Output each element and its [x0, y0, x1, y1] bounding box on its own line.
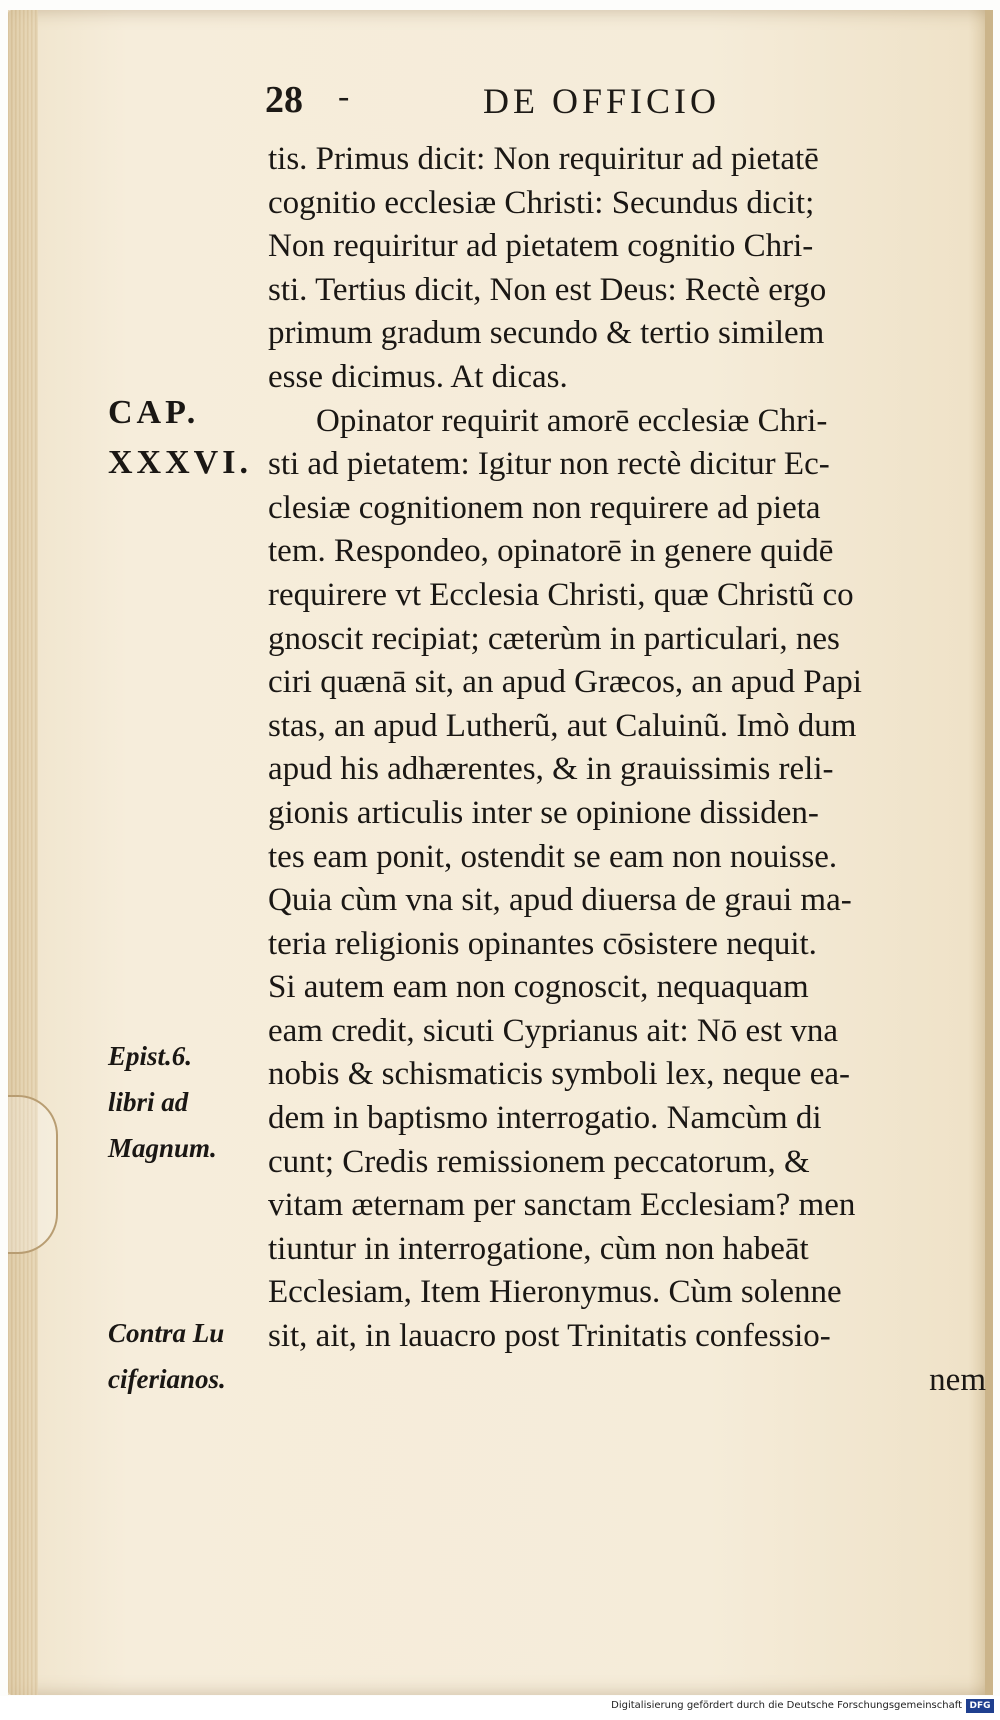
page-header [265, 78, 965, 126]
citation-marginal-note-luciferianos [108, 1310, 268, 1402]
marginal-line: ciferianos. [108, 1364, 226, 1394]
text-line: tis. Primus dicit: Non requiritur ad pietatē [268, 141, 819, 177]
text-line-catchword: nem [929, 1361, 986, 1398]
text-line: nobis & schismaticis symboli lex, neque ea- [268, 1056, 850, 1093]
text-line: sit, ait, in lauacro post Trinitatis confessio- [268, 1318, 831, 1355]
text-line: clesiæ cognitionem non requirere ad pieta [268, 489, 821, 526]
text-line: Non requiritur ad pietatem cognitio Chri- [268, 228, 814, 265]
text-line: apud his adhærentes, & in grauissimis reli- [268, 751, 834, 788]
text-line: tem. Respondeo, opinatorē in genere quidē [268, 533, 834, 570]
citation-marginal-note-epistle [108, 1033, 268, 1171]
text-line: gionis articulis inter se opinione dissiden- [268, 794, 819, 831]
text-line: stas, an apud Lutherũ, aut Caluinũ. Imò dum [268, 707, 857, 744]
text-line: teria religionis opinantes cōsistere nequit. [268, 925, 817, 962]
text-line: Quia cùm vna sit, apud diuersa de graui ma- [268, 882, 852, 919]
text-line: dem in baptismo interrogatio. Namcùm di [268, 1100, 822, 1137]
digitization-footer [0, 1696, 1000, 1720]
marginal-line: libri ad [108, 1087, 189, 1117]
text-line: vitam æternam per sanctam Ecclesiam? men [268, 1187, 856, 1224]
marginal-line: Epist.6. [108, 1041, 193, 1071]
chapter-label: CAP. [108, 394, 200, 431]
marginal-line: Contra Lu [108, 1318, 225, 1348]
running-title: DE OFFICIO [483, 81, 721, 121]
funding-credit: Digitalisierung gefördert durch die Deutsche Forschungsgemeinschaft [611, 1700, 962, 1711]
text-line: gnoscit recipiat; cæterùm in particulari, nes [268, 620, 840, 657]
text-line: sti. Tertius dicit, Non est Deus: Rectè ergo [268, 271, 827, 308]
text-line: sti ad pietatem: Igitur non rectè dicitur Ec- [268, 446, 830, 483]
text-line: tes eam ponit, ostendit se eam non nouisse. [268, 838, 838, 875]
text-line: Opinator requirit amorē ecclesiæ Chri- [316, 402, 828, 439]
text-line: tiuntur in interrogatione, cùm non habeāt [268, 1230, 809, 1267]
book-clasp-shadow [8, 1095, 58, 1254]
chapter-number: XXXVI. [108, 444, 252, 481]
dfg-logo-icon: DFG [966, 1699, 994, 1713]
text-line: eam credit, sicuti Cyprianus ait: Nō est vna [268, 1012, 839, 1049]
text-line: primum gradum secundo & tertio similem [268, 315, 825, 352]
body-text [268, 138, 988, 1402]
text-line: esse dicimus. At dicas. [268, 358, 568, 395]
header-dash: - [338, 78, 350, 115]
marginal-line: Magnum. [108, 1133, 217, 1163]
text-line: cognitio ecclesiæ Christi: Secundus dicit; [268, 184, 815, 221]
text-line: Ecclesiam, Item Hieronymus. Cùm solenne [268, 1274, 842, 1311]
text-line: requirere vt Ecclesia Christi, quæ Christũ co [268, 576, 854, 613]
text-line: Si autem eam non cognoscit, nequaquam [268, 969, 809, 1006]
text-line: ciri quænā sit, an apud Græcos, an apud Papi [268, 664, 862, 701]
chapter-marginal-note [108, 388, 268, 488]
text-line: cunt; Credis remissionem peccatorum, & [268, 1143, 810, 1180]
page-edge-left [8, 10, 38, 1695]
page-number: 28 [265, 79, 303, 121]
